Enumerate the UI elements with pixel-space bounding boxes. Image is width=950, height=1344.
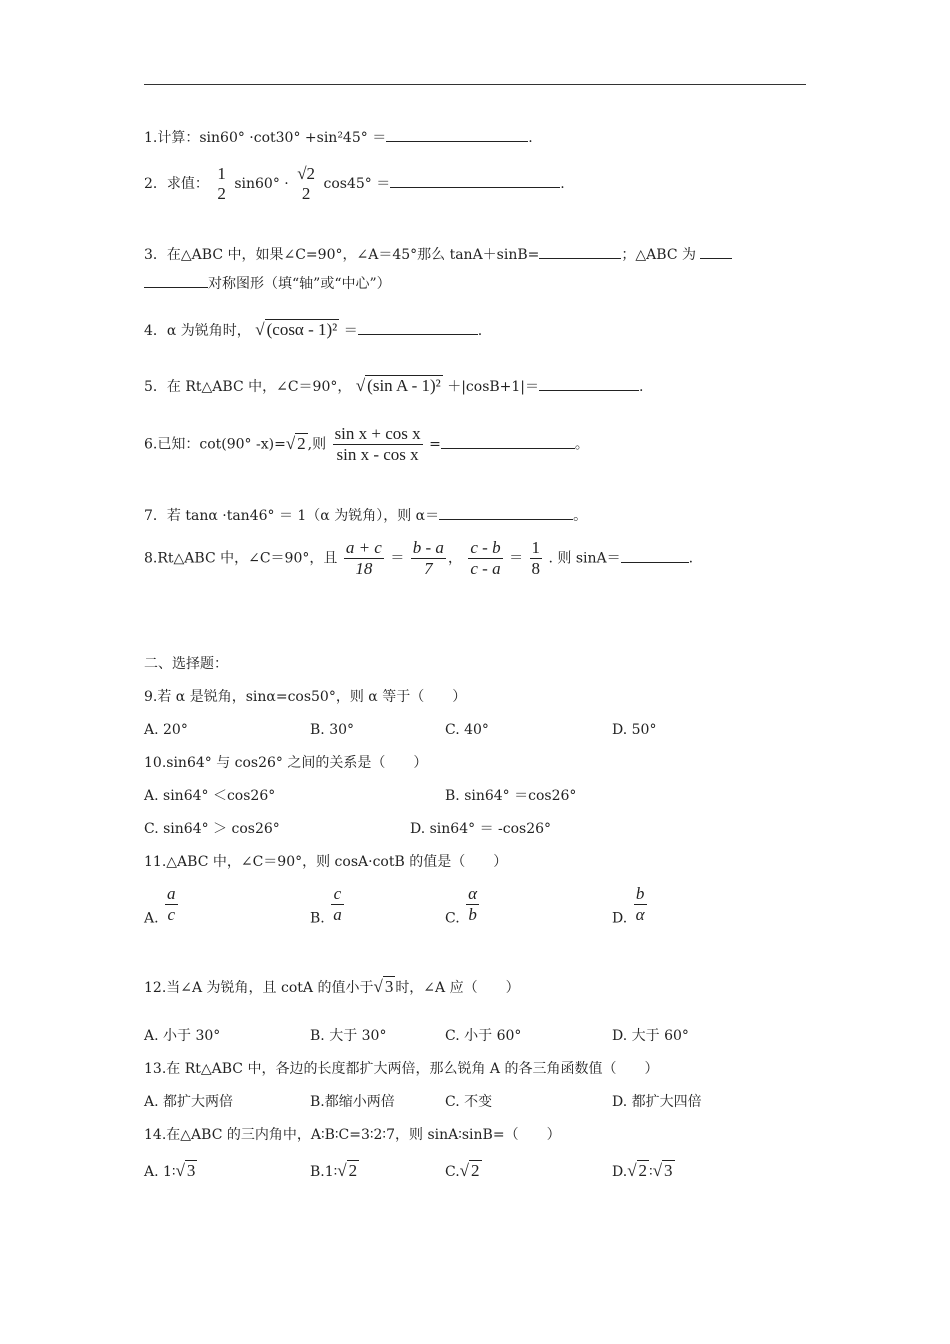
fraction-b-minus-a: $\frac{b - a}{7}$ — [412, 538, 444, 578]
question-11-stem: 11.△ABC 中，∠C＝90°，则 cosA·cotB 的值是（ ） — [144, 854, 508, 870]
question-3-line-1: 3．在△ABC 中，如果∠C=90°，∠A＝45°那么 tanA＋sinB= ；△ABC 为 — [144, 245, 732, 264]
header-rule — [144, 84, 806, 85]
question-12-stem: 12.当∠A 为锐角，且 cotA 的值小于√ 3 时，∠A 应（ ） — [144, 977, 520, 996]
answer-blank[interactable] — [539, 377, 639, 391]
fraction-c-minus-b: $\frac{c - b}{c - a}$ — [470, 538, 501, 578]
question-9-stem: 9.若 α 是锐角，sinα=cos50°，则 α 等于（ ） — [144, 689, 467, 705]
option-b[interactable]: B. sin64° ＝cos26° — [445, 788, 577, 804]
option-d[interactable]: D. 50° — [612, 722, 657, 738]
option-d[interactable]: D. $\frac{b}{\alpha}$ — [612, 884, 645, 927]
fraction-c-over-a: $\frac{c}{a}$ — [333, 884, 342, 924]
option-b[interactable]: B. 30° — [310, 722, 355, 738]
question-7: 7．若 tanα ·tan46° ＝ 1（α 为锐角），则 α＝ 。 — [144, 508, 588, 524]
answer-blank[interactable] — [144, 274, 208, 288]
fraction-a-over-c: $\frac{a}{c}$ — [167, 884, 176, 924]
option-c[interactable]: C. 不变 — [445, 1094, 493, 1110]
option-d[interactable]: D. 都扩大四倍 — [612, 1094, 702, 1110]
option-c[interactable]: C. 小于 60° — [445, 1028, 522, 1044]
answer-blank[interactable] — [390, 174, 560, 188]
option-d[interactable]: D.√ 2 ∶√ 3 — [612, 1161, 673, 1180]
option-c[interactable]: C. 40° — [445, 722, 489, 738]
sqrt-expression: √ (cosα - 1)² — [255, 320, 338, 339]
fraction-one-half: 1 2 — [217, 164, 226, 203]
fraction-alpha-over-b: $\frac{\alpha}{b}$ — [468, 884, 478, 924]
option-b[interactable]: B.1∶√ 2 — [310, 1161, 358, 1180]
sqrt-3: √ 3 — [652, 1161, 673, 1180]
sqrt-2: √ 2 — [459, 1161, 480, 1180]
answer-blank[interactable] — [439, 506, 573, 520]
option-a[interactable]: A. $\frac{a}{c}$ — [144, 884, 176, 927]
question-3-line-2: 对称图形（填“轴”或“中心”） — [144, 274, 391, 293]
option-a[interactable]: A. 小于 30° — [144, 1028, 221, 1044]
question-13-stem: 13.在 Rt△ABC 中，各边的长度都扩大两倍，那么锐角 A 的各三角函数值（ ） — [144, 1061, 659, 1077]
option-a[interactable]: A. 20° — [144, 722, 188, 738]
answer-blank[interactable] — [539, 245, 621, 259]
sqrt-3: √ 3 — [175, 1161, 196, 1180]
option-a[interactable]: A. 1∶√ 3 — [144, 1161, 196, 1180]
question-5: 5．在 Rt△ABC 中，∠C＝90°， √ (sin A - 1)² ＋|cosB+1|＝ . — [144, 374, 643, 399]
fraction-a-plus-c: $\frac{a + c}{18}$ — [345, 538, 382, 578]
fraction-b-over-alpha: $\frac{b}{\alpha}$ — [635, 884, 645, 924]
question-10-stem: 10.sin64° 与 cos26° 之间的关系是（ ） — [144, 755, 428, 771]
fraction-sin-cos: $\frac{\text{sin x + cos x}}{\text{sin x - cos x}}$ — [334, 424, 421, 464]
option-d[interactable]: D. sin64° ＝ -cos26° — [410, 821, 552, 837]
question-14-stem: 14.在△ABC 的三内角中，A∶B∶C=3∶2∶7，则 sinA∶sinB=（ ） — [144, 1127, 561, 1143]
option-b[interactable]: B. $\frac{c}{a}$ — [310, 884, 342, 927]
fraction-root2-over-2: √2 2 — [297, 164, 316, 203]
sqrt-2: √ 2 — [627, 1161, 648, 1180]
question-1: 1.计算：sin60° ·cot30° +sin²45° ＝ . — [144, 130, 533, 146]
option-b[interactable]: B. 大于 30° — [310, 1028, 387, 1044]
section-title: 二、选择题： — [144, 656, 228, 672]
option-c[interactable]: C.√ 2 — [445, 1161, 480, 1180]
answer-blank[interactable] — [386, 128, 528, 142]
fraction-one-eighth: $\frac{1}{8}$ — [531, 538, 541, 578]
answer-blank[interactable] — [700, 245, 732, 259]
answer-blank[interactable] — [621, 549, 689, 563]
question-4: 4．α 为锐角时， √ (cosα - 1)² ＝ . — [144, 318, 482, 343]
answer-blank[interactable] — [358, 321, 478, 335]
question-2: 2．求值： 1 2 sin60° · √2 2 cos45° ＝ . — [144, 164, 565, 203]
option-d[interactable]: D. 大于 60° — [612, 1028, 689, 1044]
question-6: 6.已知：cot(90° -x)=√ 2 ,则 $\frac{\text{sin x + cos x}}{\text{sin x - cos x}}$ = 。 — [144, 424, 589, 464]
option-c[interactable]: C. $\frac{\alpha}{b}$ — [445, 884, 478, 927]
sqrt-3: √ 3 — [373, 977, 394, 996]
option-a[interactable]: A. 都扩大两倍 — [144, 1094, 234, 1110]
sqrt-2: √ 2 — [337, 1161, 358, 1180]
option-a[interactable]: A. sin64° ＜cos26° — [144, 788, 276, 804]
sqrt-2: √ 2 — [285, 433, 306, 453]
question-8: 8.Rt△ABC 中，∠C＝90°，且 $\frac{a + c}{18}$ ＝ $\frac{b - a}{7}$ ， $\frac{c - b}{c - a}$ ＝ $\frac{1}{8}$ . 则 sinA＝ . — [144, 538, 694, 578]
answer-blank[interactable] — [441, 435, 575, 449]
option-b[interactable]: B.都缩小两倍 — [310, 1094, 395, 1110]
option-c[interactable]: C. sin64° ＞ cos26° — [144, 821, 280, 837]
sqrt-expression: √ (sin A - 1)² — [355, 376, 441, 395]
